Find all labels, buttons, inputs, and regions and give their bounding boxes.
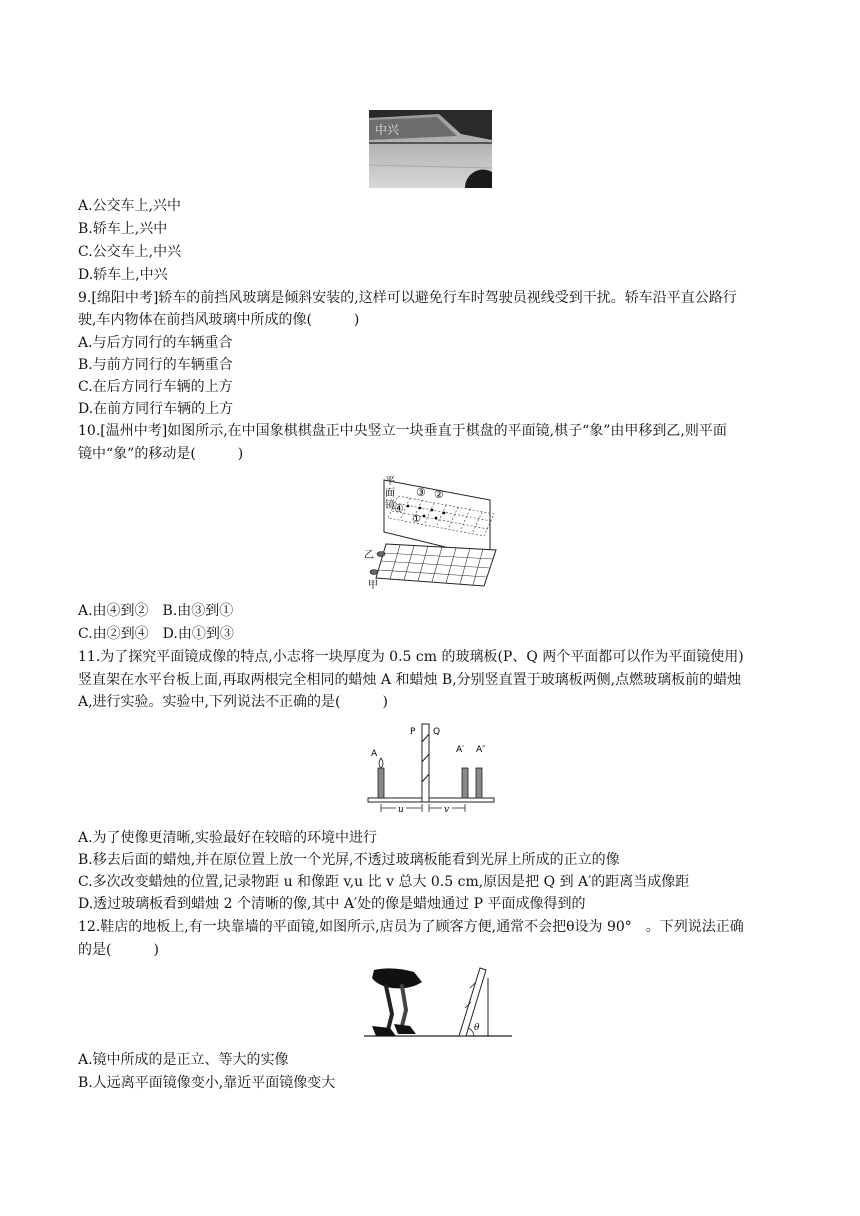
mirror-label-3: 镜 [385,500,395,511]
piece-yi-label: 乙 [364,550,374,561]
q9-option-c: C.在后方同行车辆的上方 [78,379,233,395]
q10-stem-line-2: 镜中“象”的移动是( ) [78,446,244,462]
q12-option-a: A.镜中所成的是正立、等大的实像 [78,1052,289,1068]
position-3-label: ③ [416,486,426,499]
position-4-label: ④ [394,502,404,515]
q8-option-b: B.轿车上,兴中 [78,221,168,237]
q12-option-b: B.人远离平面镜像变小,靠近平面镜像变大 [78,1075,336,1091]
q9-stem-line-1: 9.[绵阳中考]轿车的前挡风玻璃是倾斜安装的,这样可以避免行车时驾驶员视线受到干扰。轿车沿平直公路行 [78,290,737,306]
q9-option-d: D.在前方同行车辆的上方 [78,401,234,417]
plane-q-label: Q [433,727,441,737]
car-figure [369,110,492,188]
position-1-label: ① [412,514,421,525]
q9-option-b: B.与前方同行的车辆重合 [78,357,233,373]
chessboard-mirror-figure [362,470,500,592]
q11-option-c: C.多次改变蜡烛的位置,记录物距 u 和像距 v,u 比 v 总大 0.5 cm,原因是把 Q 到 A′的距离当成像距 [78,874,690,890]
q11-stem-line-2: 竖直架在水平台板上面,再取两根完全相同的蜡烛 A 和蜡烛 B,分别竖直置于玻璃板两侧,点燃玻璃板前的蜡烛 [78,672,742,688]
piece-jia-label: 甲 [368,580,378,591]
car-window-text: 中兴 [375,123,400,137]
q11-option-a: A.为了使像更清晰,实验最好在较暗的环境中进行 [78,830,378,846]
mirror-label-2: 面 [385,488,395,499]
q12-stem-line-2: 的是( ) [78,942,159,958]
mirror-label-1: 平 [385,476,395,487]
plane-p-label: P [410,727,416,737]
candle-glass-figure [366,720,496,820]
q10-stem-line-1: 10.[温州中考]如图所示,在中国象棋棋盘正中央竖立一块垂直于棋盘的平面镜,棋子“象”由甲移到乙,则平面 [78,423,727,439]
distance-u-label: u [398,805,404,815]
q8-option-d: D.轿车上,中兴 [78,267,168,283]
q11-option-b: B.移去后面的蜡烛,并在原位置上放一个光屏,不透过玻璃板能看到光屏上所成的正立的像 [78,852,620,868]
q9-stem-line-2: 驶,车内物体在前挡风玻璃中所成的像( ) [78,312,360,328]
q12-stem-line-1: 12.鞋店的地板上,有一块靠墙的平面镜,如图所示,店员为了顾客方便,通常不会把θ设为 90° 。下列说法正确 [78,919,744,935]
angle-theta-label: θ [474,1023,480,1033]
q9-option-a: A.与后方同行的车辆重合 [78,335,233,351]
q8-option-c: C.公交车上,中兴 [78,244,182,260]
candle-a-label: A [371,749,378,759]
shoe-mirror-figure [362,966,514,1040]
q8-option-a: A.公交车上,兴中 [78,198,182,214]
q10-options-row-2: C.由②到④ D.由①到③ [78,626,234,642]
image-a1-label: A′ [456,745,465,755]
q11-option-d: D.透过玻璃板看到蜡烛 2 个清晰的像,其中 A′处的像是蜡烛通过 P 平面成像得到的 [78,896,586,912]
distance-v-label: v [444,805,450,815]
q11-stem-line-1: 11.为了探究平面镜成像的特点,小志将一块厚度为 0.5 cm 的玻璃板(P、Q 两个平面都可以作为平面镜使用) [78,649,744,665]
q11-stem-line-3: A,进行实验。实验中,下列说法不正确的是( ) [78,694,388,710]
image-a2-label: A″ [476,745,486,755]
q10-options-row-1: A.由④到② B.由③到① [78,603,234,619]
position-2-label: ② [434,488,444,501]
